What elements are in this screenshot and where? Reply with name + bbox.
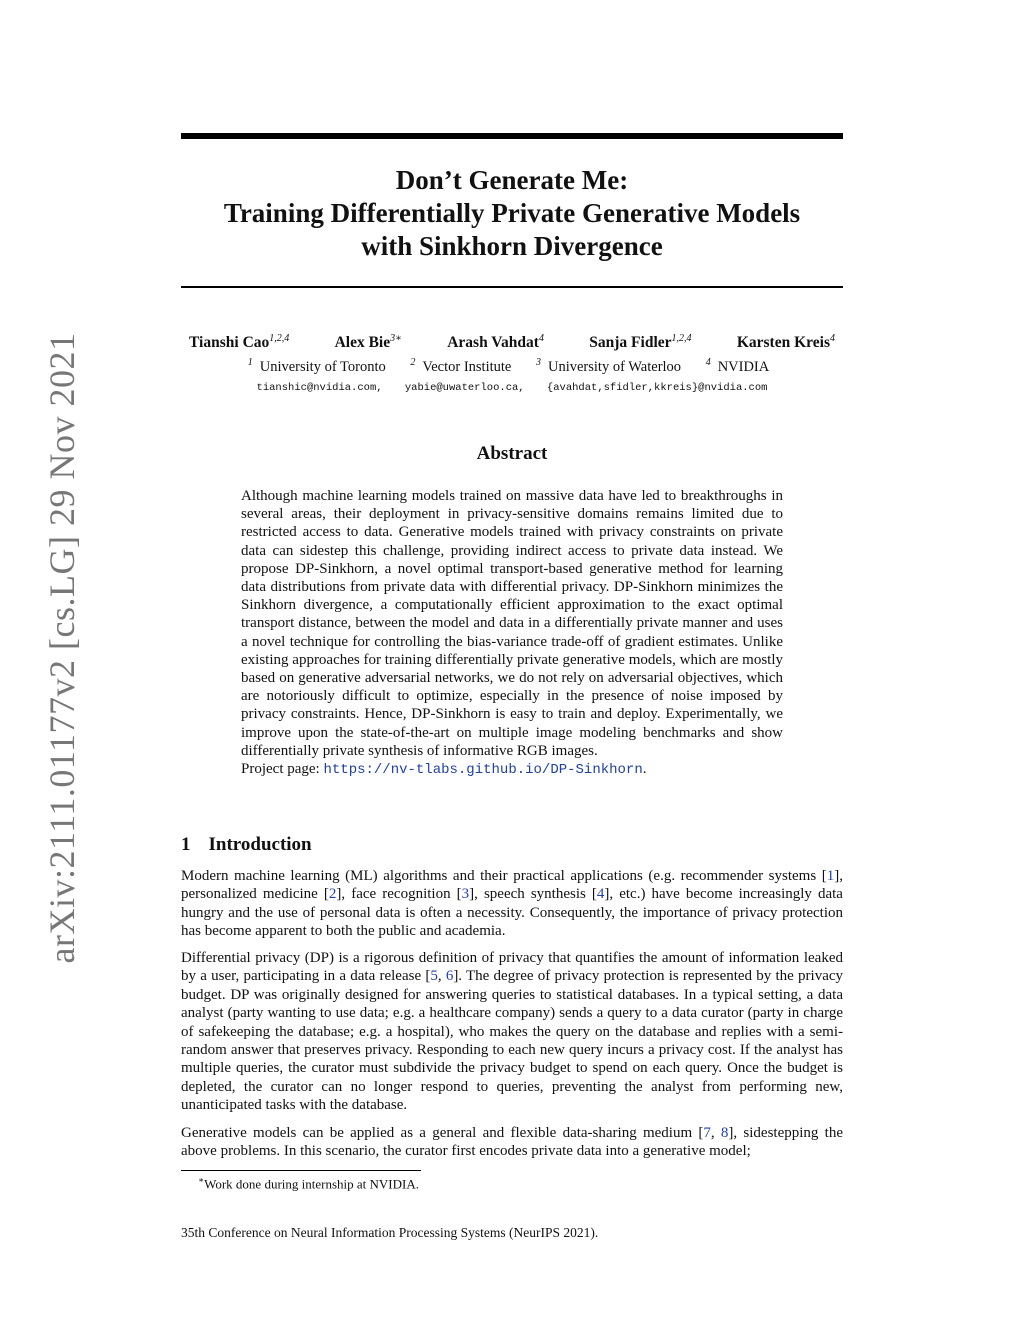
email: yabie@uwaterloo.ca,: [404, 382, 525, 394]
author: Alex Bie$^{3∗}$: [334, 333, 402, 352]
abstract-text: Although machine learning models trained on massive data have led to breakthroughs in several areas, their deployment in privacy-sensitive domains remains limited due to restricted access to data. Generative models trained with privacy constraints on private data can sidestep this challenge, providing indirect access to private data instead. We propose DP-Sinkhorn, a novel optimal transport-based generative method for learning data distributions from private data with differential privacy. DP-Sinkhorn minimizes the Sinkhorn divergence, a computationally efficient approximation to the exact optimal transport distance, between the model and data in a differentially private manner and uses a novel technique for controlling the bias-variance trade-off of gradient estimates. Unlike existing approaches for training differentially private generative models, which are mostly based on generative adversarial networks, we do not rely on adversarial objectives, which are notoriously difficult to optimize, especially in the presence of noise imposed by privacy constraints. Hence, DP-Sinkhorn is easy to train and deploy. Experimentally, we improve upon the state-of-the-art on multiple image modeling benchmarks and show differentially private synthesis of informative RGB images.: [241, 488, 783, 759]
citation-link[interactable]: 8: [720, 1125, 729, 1141]
affiliation: $^3$ University of Waterloo: [535, 357, 682, 375]
conference-note: 35th Conference on Neural Information Processing Systems (NeurIPS 2021).: [181, 1225, 599, 1240]
author: Tianshi Cao$^{1,2,4}$: [189, 333, 290, 352]
project-label: Project page:: [241, 761, 320, 778]
citation-link[interactable]: 2: [328, 886, 337, 903]
email: {avahdat,sfidler,kkreis}@nvidia.com: [546, 382, 768, 394]
title-line-3: with Sinkhorn Divergence: [361, 231, 663, 261]
author-list: [181, 333, 843, 352]
affiliation: $^4$ NVIDIA: [705, 357, 770, 375]
section-title: Introduction: [208, 834, 312, 855]
affiliation: $^1$ University of Toronto: [247, 357, 386, 375]
abstract-heading: Abstract: [476, 443, 548, 464]
title-line-2: Training Differentially Private Generative Models: [223, 198, 801, 228]
email: tianshic@nvidia.com,: [256, 382, 383, 394]
email-list: [181, 382, 843, 394]
citation-link[interactable]: 4: [596, 886, 605, 903]
author: Sanja Fidler$^{1,2,4}$: [589, 333, 692, 352]
abstract-body: Although machine learning models trained on massive data have led to breakthroughs in several areas, their deployment in privacy-sensitive domains remains limited due to restricted access to data. Generative models trained with privacy constraints on private data can sidestep this challenge, providing indirect access to private data instead. We propose DP-Sinkhorn, a novel optimal transport-based generative method for learning data distributions from private data with differential privacy. DP-Sinkhorn minimizes the Sinkhorn divergence, a computationally efficient approximation to the exact optimal transport distance, between the model and data in a differentially private manner and uses a novel technique for controlling the bias-variance trade-off of gradient estimates. Unlike existing approaches for training differentially private generative models, which are mostly based on generative adversarial networks, we do not rely on adversarial objectives, which are notoriously difficult to optimize, especially in the presence of noise imposed by privacy constraints. Hence, DP-Sinkhorn is easy to train and deploy. Experimentally, we improve upon the state-of-the-art on multiple image modeling benchmarks and show differentially private synthesis of informative RGB images. Project page: https://nv-tlabs.github.io/DP-Sinkhorn.: [241, 488, 783, 779]
citation-link[interactable]: 5: [430, 968, 438, 985]
title-line-1: Don’t Generate Me:: [395, 165, 629, 195]
affiliation-list: [181, 357, 843, 376]
footnote: ∗Work done during internship at NVIDIA.: [198, 1175, 419, 1192]
intro-paragraph-2: Differential privacy (DP) is a rigorous definition of privacy that quantifies the amount of information leaked by a user, participating in a data release [5, 6]. The degree of privacy protection is represented by the privacy budget. DP was originally designed for answering queries to statistical databases. In a typical setting, a data analyst (party wanting to use data; e.g. a healthcare company) sends a query to a data curator (party in charge of safekeeping the database; e.g. a hospital), who makes the query on the database and replies with a semi-random answer that preserves privacy. Responding to each new query incurs a privacy cost. If the analyst has multiple queries, the curator must subdivide the privacy budget to spend on each query. Once the budget is depleted, the curator can no longer respond to queries, preventing the analyst from performing new, unanticipated tasks with the database.: [181, 950, 844, 1114]
author: Karsten Kreis$^4$: [736, 333, 835, 352]
footnote-rule: [181, 1170, 421, 1171]
citation-link[interactable]: 3: [461, 886, 470, 903]
citation-link[interactable]: 6: [445, 968, 454, 985]
paper-title: [181, 164, 843, 263]
author: Arash Vahdat$^4$: [447, 333, 544, 352]
section-number: 1: [181, 834, 191, 855]
intro-paragraph-3: Generative models can be applied as a general and flexible data-sharing medium [7, 8], sidestepping the above problems. In this scenario, the curator first encodes private data into a generative model;: [181, 1125, 843, 1160]
title-rule-bottom: [181, 286, 843, 288]
citation-link[interactable]: 7: [703, 1125, 711, 1141]
project-page-link[interactable]: https://nv-tlabs.github.io/DP-Sinkhorn: [323, 762, 643, 779]
intro-paragraph-1: Modern machine learning (ML) algorithms and their practical applications (e.g. recommender systems [1], personalized medicine [2], face recognition [3], speech synthesis [4], etc.) have become increasingly data hungry and the use of personal data is often a necessity. Consequently, the importance of privacy protection has become apparent to both the public and academia.: [181, 868, 843, 940]
section-heading-introduction: [181, 834, 843, 856]
title-rule-top: [181, 133, 843, 139]
citation-link[interactable]: 1: [826, 868, 835, 884]
affiliation: $^2$ Vector Institute: [410, 357, 512, 375]
arxiv-stamp: arXiv:2111.01177v2 [cs.LG] 29 Nov 2021: [42, 332, 82, 964]
